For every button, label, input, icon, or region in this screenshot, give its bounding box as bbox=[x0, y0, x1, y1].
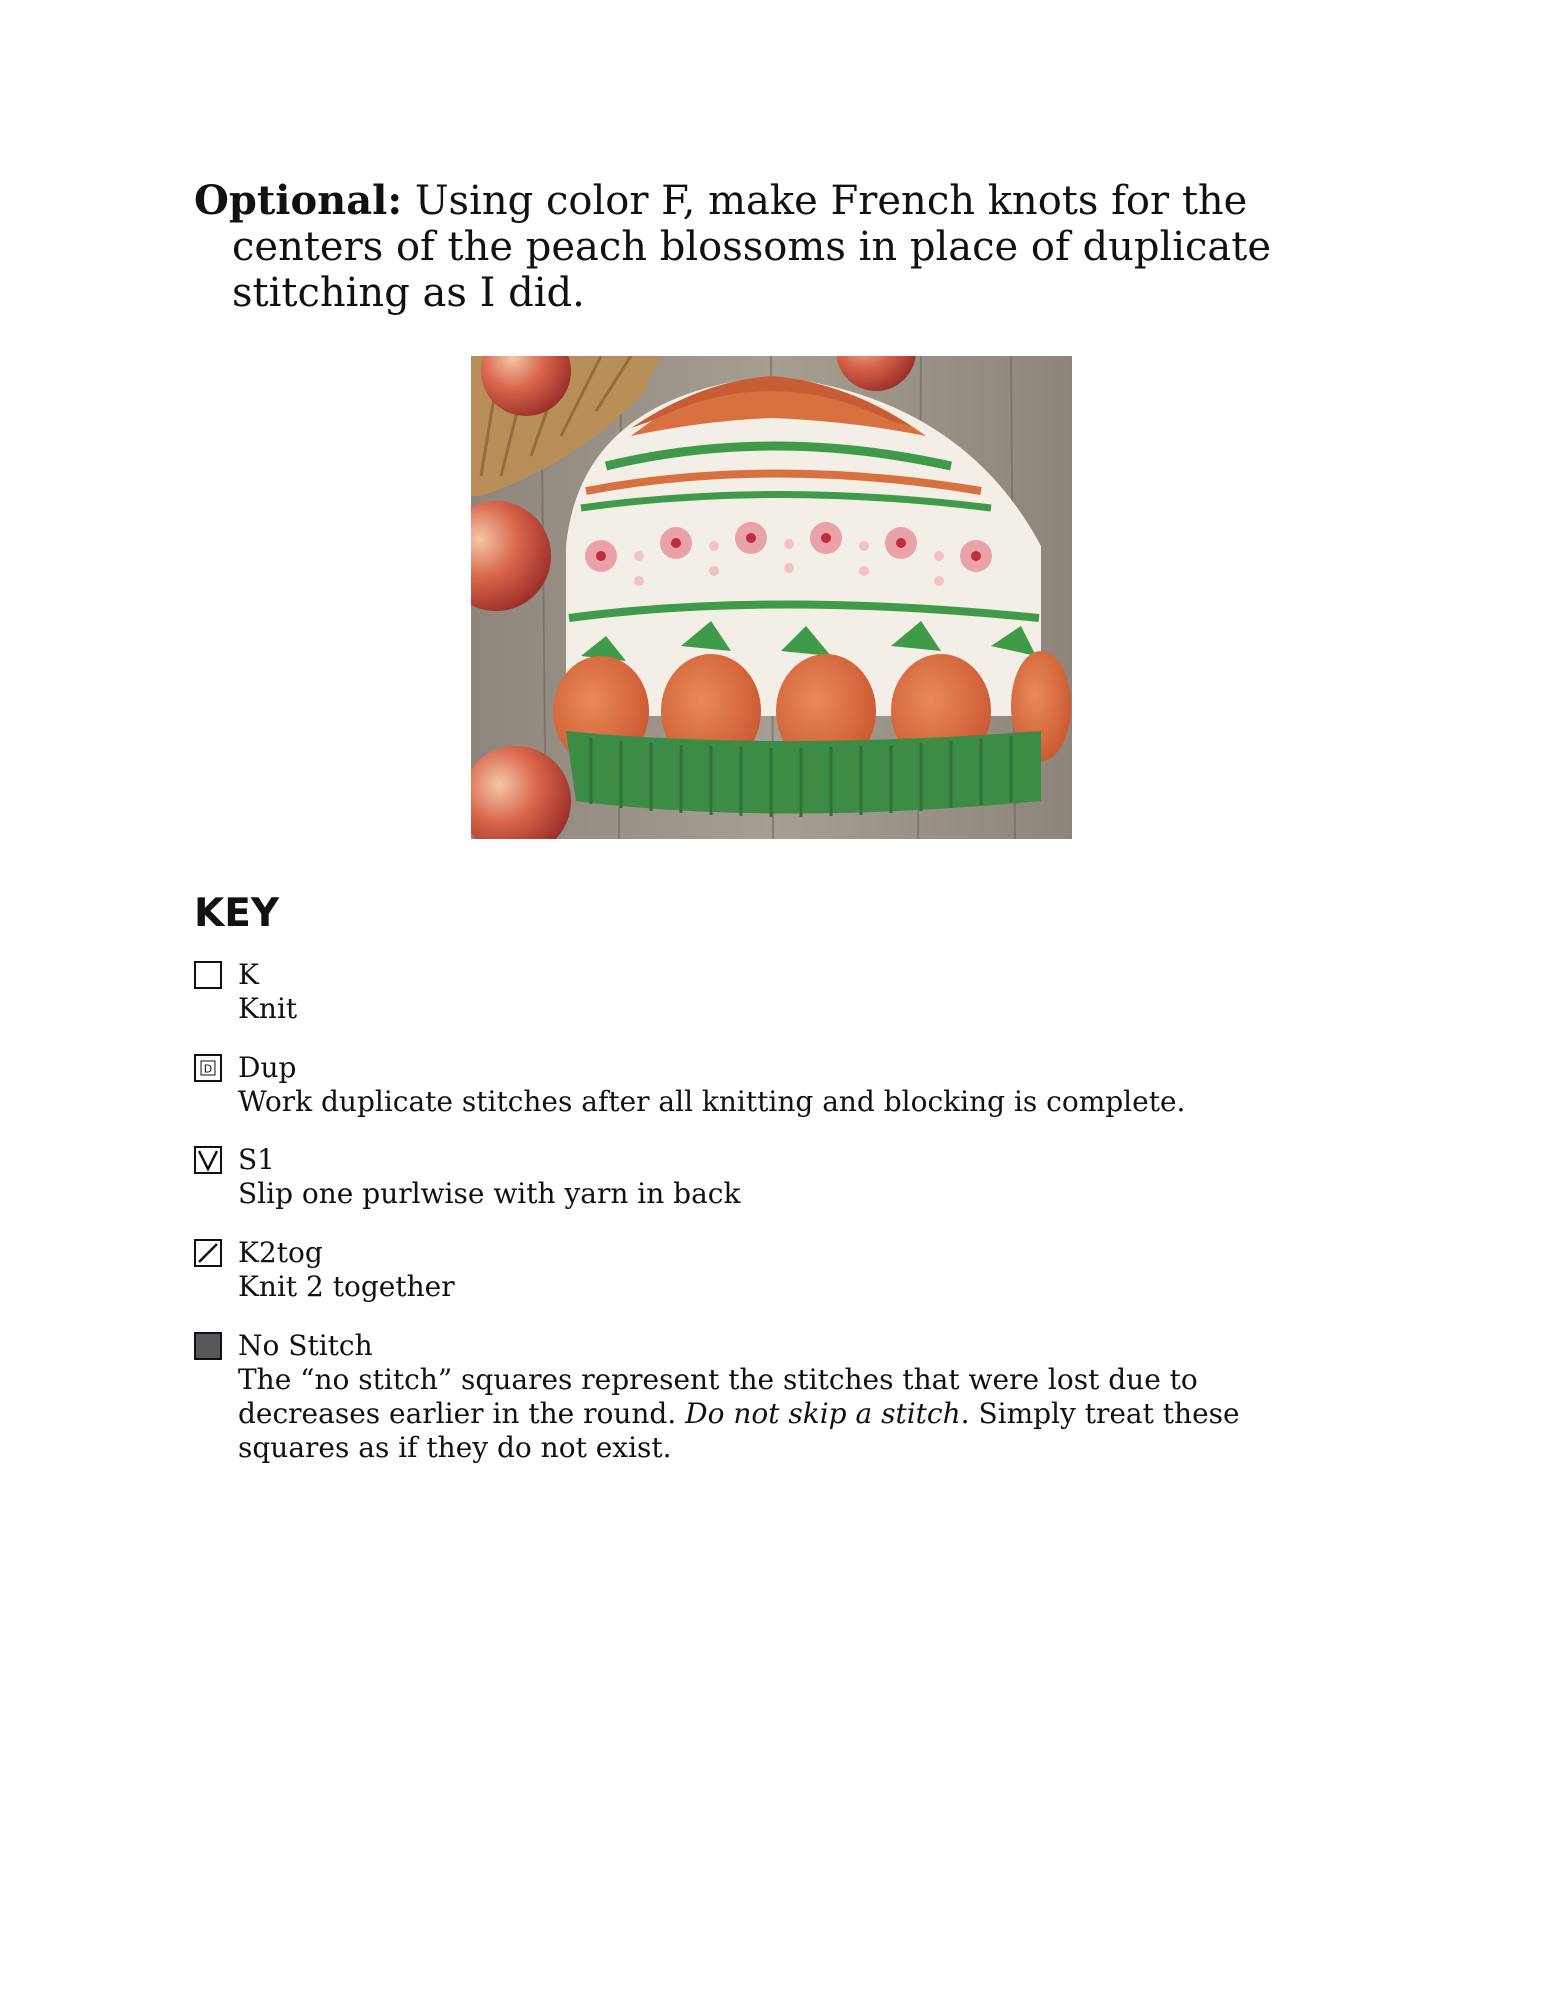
key-desc-part: . Simply treat these squares as if they do not exist. bbox=[238, 1397, 1240, 1464]
key-desc-part: The “no stitch” squares represent the stitches that were lost due to decreases earlier in the round. bbox=[238, 1363, 1198, 1430]
key-name: S1 bbox=[238, 1143, 275, 1176]
key-name: No Stitch bbox=[238, 1329, 373, 1362]
key-desc-italic: Do not skip a stitch bbox=[685, 1397, 961, 1430]
empty-square-icon bbox=[194, 961, 222, 989]
key-desc: Slip one purlwise with yarn in back bbox=[238, 1177, 741, 1210]
key-name: Dup bbox=[238, 1051, 297, 1084]
key-desc: Knit 2 together bbox=[238, 1270, 455, 1303]
d-square-letter: D bbox=[203, 1062, 213, 1076]
slash-square-icon bbox=[194, 1239, 222, 1267]
d-square-icon bbox=[194, 1054, 222, 1082]
optional-text: Using color F, make French knots for the centers of the peach blossoms in place of duplicate stitching as I did. bbox=[232, 178, 1272, 316]
slip-v-icon bbox=[194, 1146, 222, 1174]
key-name: K2tog bbox=[238, 1236, 323, 1269]
hat-photo bbox=[471, 356, 1072, 839]
key-name: K bbox=[238, 958, 259, 991]
key-heading: KEY bbox=[194, 891, 280, 936]
key-desc: Knit bbox=[238, 992, 298, 1025]
key-desc bbox=[238, 1363, 1298, 1465]
optional-lead: Optional: bbox=[194, 177, 403, 224]
filled-square-icon bbox=[194, 1332, 222, 1360]
key-desc: Work duplicate stitches after all knitting and blocking is complete. bbox=[238, 1085, 1186, 1118]
optional-note bbox=[194, 178, 1402, 316]
